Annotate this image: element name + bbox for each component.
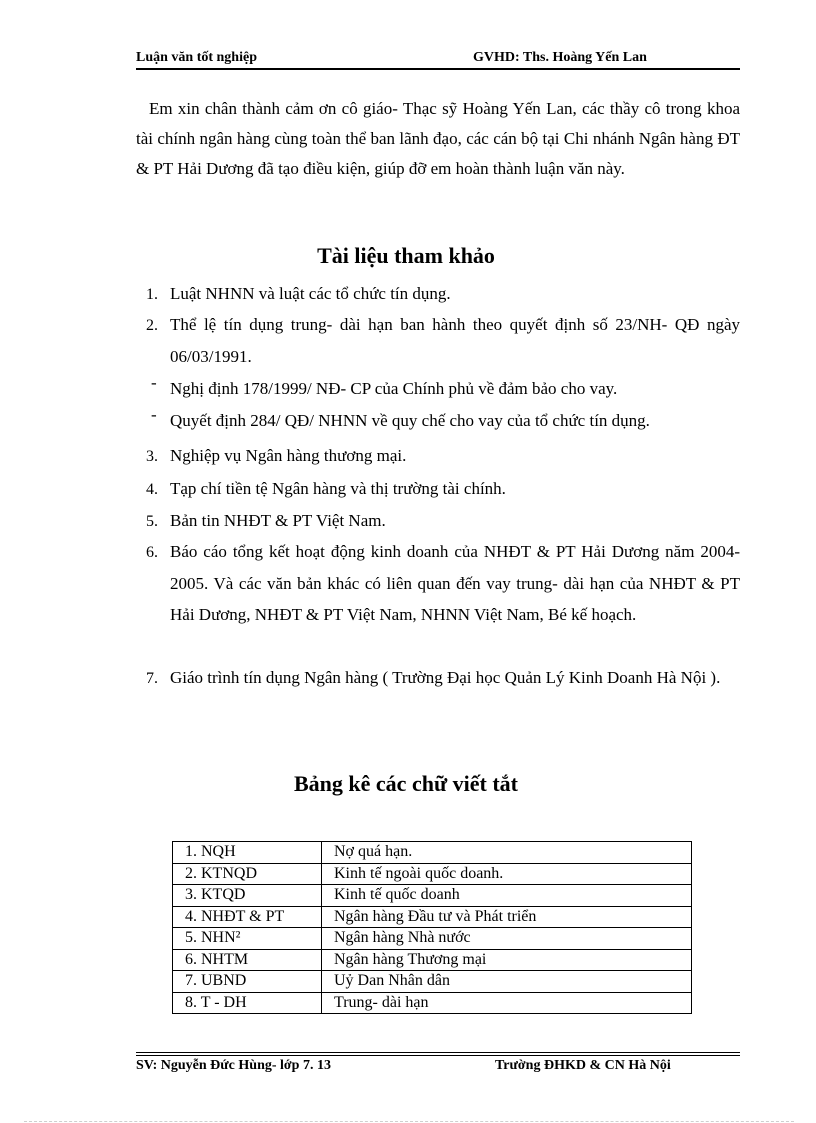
reference-text: Tạp chí tiền tệ Ngân hàng và thị trường tài chính. [170, 479, 506, 498]
abbreviations-title: Bảng kê các chữ viết tắt [294, 771, 518, 796]
page-edge [24, 1121, 794, 1122]
table-row [173, 906, 692, 928]
table-row [173, 863, 692, 885]
reference-marker: 7. [146, 670, 158, 687]
reference-marker: 6. [146, 544, 158, 561]
abbreviation-code: 4. NHĐT & PT [173, 906, 322, 928]
reference-marker: 4. [146, 481, 158, 498]
footer-rule [136, 1052, 740, 1053]
reference-marker: - [151, 405, 157, 424]
reference-text: Báo cáo tổng kết hoạt động kinh doanh của NHĐT & PT Hải Dương năm 2004- 2005. Và các văn bản khác có liên quan đến vay trung- dài hạn của NHĐT & PT Hải Dương, NHĐT & PT Việt Nam, NHNN Việt Nam, Bé kế hoạch. [170, 542, 740, 624]
table-row [173, 949, 692, 971]
reference-marker: 5. [146, 513, 158, 530]
reference-marker: 3. [146, 448, 158, 465]
reference-text: Luật NHNN và luật các tổ chức tín dụng. [170, 284, 451, 303]
abbreviation-meaning: Ngân hàng Đầu tư và Phát triển [322, 906, 692, 928]
reference-text: Nghị định 178/1999/ NĐ- CP của Chính phủ về đảm bảo cho vay. [170, 379, 618, 398]
references-title: Tài liệu tham khảo [317, 243, 495, 268]
header-right: GVHD: Ths. Hoàng Yến Lan [473, 50, 647, 65]
abbreviation-code: 1. NQH [173, 842, 322, 864]
reference-text: Thể lệ tín dụng trung- dài hạn ban hành theo quyết định số 23/NH- QĐ ngày 06/03/1991. [170, 315, 740, 366]
abbreviation-meaning: Uỷ Dan Nhân dân [322, 971, 692, 993]
abbreviation-meaning: Ngân hàng Nhà nước [322, 928, 692, 950]
footer-left: SV: Nguyễn Đức Hùng- lớp 7. 13 [136, 1058, 331, 1073]
abbreviation-code: 3. KTQD [173, 885, 322, 907]
abbreviation-code: 8. T - DH [173, 992, 322, 1014]
abbreviation-meaning: Trung- dài hạn [322, 992, 692, 1014]
abbreviation-code: 7. UBND [173, 971, 322, 993]
abbreviation-meaning: Kinh tế ngoài quốc doanh. [322, 863, 692, 885]
reference-text: Bản tin NHĐT & PT Việt Nam. [170, 511, 386, 530]
header-left: Luận văn tốt nghiệp [136, 50, 257, 65]
table-row [173, 971, 692, 993]
table-row [173, 928, 692, 950]
abbreviation-meaning: Ngân hàng Thương mại [322, 949, 692, 971]
reference-text: Quyết định 284/ QĐ/ NHNN về quy chế cho vay của tổ chức tín dụng. [170, 411, 650, 430]
table-row [173, 992, 692, 1014]
abbreviation-code: 6. NHTM [173, 949, 322, 971]
abbreviation-meaning: Kinh tế quốc doanh [322, 885, 692, 907]
reference-text: Giáo trình tín dụng Ngân hàng ( Trường Đại học Quản Lý Kinh Doanh Hà Nội ). [170, 668, 721, 687]
abbreviation-meaning: Nợ quá hạn. [322, 842, 692, 864]
reference-marker: 2. [146, 317, 158, 334]
footer-rule [136, 1055, 740, 1056]
table-row [173, 885, 692, 907]
page-header [136, 50, 740, 70]
abbreviations-table [172, 841, 692, 1014]
abbreviation-code: 5. NHN² [173, 928, 322, 950]
acknowledgement-paragraph: Em xin chân thành cảm ơn cô giáo- Thạc sỹ Hoàng Yến Lan, các thầy cô trong khoa tài chính ngân hàng cùng toàn thể ban lãnh đạo, các cán bộ tại Chi nhánh Ngân hàng ĐT & PT Hải Dương đã tạo điều kiện, giúp đỡ em hoàn thành luận văn này. [136, 99, 740, 178]
reference-marker: - [151, 373, 157, 392]
header-rule [136, 68, 740, 70]
abbreviation-code: 2. KTNQD [173, 863, 322, 885]
reference-text: Nghiệp vụ Ngân hàng thương mại. [170, 446, 407, 465]
table-row [173, 842, 692, 864]
footer-right: Trường ĐHKD & CN Hà Nội [495, 1058, 671, 1073]
reference-marker: 1. [146, 286, 158, 303]
